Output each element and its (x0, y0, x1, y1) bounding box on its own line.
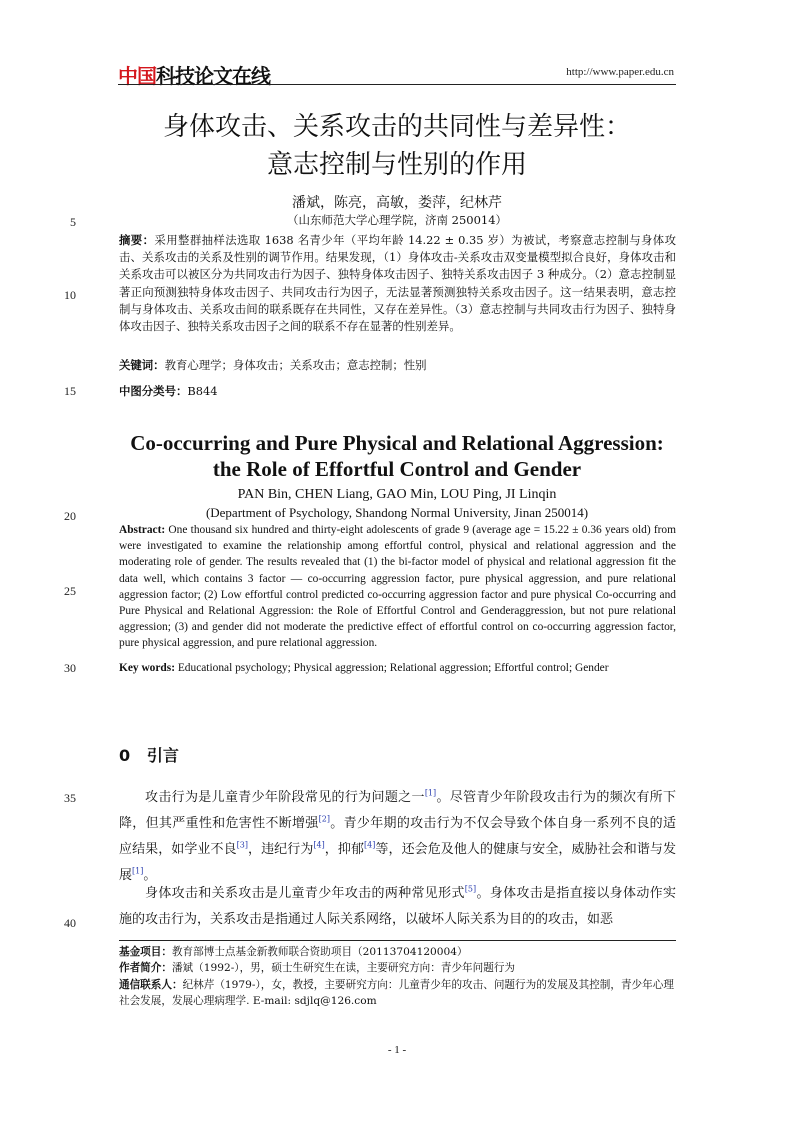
cn-title-line2: 意志控制与性别的作用 (266, 150, 527, 180)
en-title-line1: Co-occurring and Pure Physical and Relational Aggression: (130, 431, 664, 455)
text-run: 。尽管青少年阶段攻击行为的频次有所下降，但其严重性和危害性不断增强 (119, 790, 676, 831)
line-number: 25 (64, 584, 76, 598)
cn-keywords-text: 教育心理学；身体攻击；关系攻击；意志控制；性别 (164, 358, 427, 372)
text-run: 等，还会危及他人的健康与安全，威胁社会和谐与发展 (119, 842, 676, 883)
footnote-fund (119, 944, 676, 960)
cn-authors: 潘斌，陈亮，高敏，娄萍，纪林芹 (292, 195, 502, 211)
cn-abstract-label: 摘要： (119, 233, 155, 247)
en-abstract-text: One thousand six hundred and thirty-eight adolescents of grade 9 (average age = 15.22 ± 0.36 years old) from were investigated to examine the relationship among effortful control, physical and relational aggression and the moderating role of gender. The results revealed that (1) the bi-factor model of physical and relational aggression fit the data well, which contains 3 factor — co-occurring aggression factor, pure physical aggression, and pure relational aggression factor; (2) Low effortful control predicted co-occurring aggression factor and pure physical Co-occurring and Pure Physical and Relational Aggression: the Role of Effortful Control and Genderaggression, but not pure relational aggression; (3) and gender did not moderate the predictive effect of effortful control on co-occurring aggression factor, pure physical aggression, and pure relational aggression. (119, 524, 676, 650)
cn-affiliation: （山东师范大学心理学院，济南 250014） (286, 213, 508, 227)
en-title-line2: the Role of Effortful Control and Gender (212, 457, 582, 481)
footnote-text: 纪林芹（1979-），女，教授，主要研究方向：儿童青少年的攻击、问题行为的发展及其控制，青少年心理社会发展，发展心理病理学. E-mail: sdjlq@126.com (119, 978, 674, 1008)
line-number: 15 (64, 384, 76, 398)
section-title: 引言 (146, 746, 179, 765)
header-url[interactable]: http://www.paper.edu.cn (566, 66, 674, 78)
cn-abstract-text: 采用整群抽样法选取 1638 名青少年（平均年龄 14.22 ± 0.35 岁）为被试，考察意志控制与身体攻击、关系攻击的关系及性别的调节作用。结果发现，（1）身体攻击-关系攻击双变量模型拟合良好，身体攻击和关系攻击可以被区分为共同攻击行为因子、独特身体攻击因子、独特关系攻击因子 3 种成分。（2）意志控制显著正向预测独特身体攻击因子、共同攻击行为因子，无法显著预测独特关系攻击因子。这一结果表明，意志控制与身体攻击、关系攻击间的联系既存在共同性，又存在差异性。（3）意志控制与共同攻击行为因子、独特身体攻击因子、独特关系攻击因子之间的联系不存在显著的性别差异。 (119, 233, 676, 334)
footnote-contact (119, 977, 676, 1010)
header-rule (118, 84, 676, 85)
footnote-label: 通信联系人： (119, 978, 183, 991)
cn-abstract (119, 232, 676, 335)
line-number: 20 (64, 509, 76, 523)
intro-paragraph-1 (119, 785, 676, 889)
text-run: 。青少年期的攻击行为不仅会导致个体自身一系列不良的适应结果，如学业不良 (119, 816, 676, 857)
logo-black-text: 科技论文在线 (156, 64, 270, 88)
line-number: 35 (64, 791, 76, 805)
footnote-label: 作者简介： (119, 962, 172, 975)
text-run: 。身体攻击是指直接以身体动作实施的攻击行为，关系攻击是指通过人际关系网络，以破坏人际关系为目的的攻击，如恶 (119, 886, 676, 927)
text-run: ，违纪行为 (247, 842, 314, 857)
footnote-author (119, 960, 676, 976)
footnote-label: 基金项目： (119, 946, 172, 958)
text-run: 。 (143, 868, 157, 883)
logo-red-text: 中国 (118, 64, 156, 88)
citation-ref[interactable]: [2] (318, 814, 330, 824)
cn-title-line1: 身体攻击、关系攻击的共同性与差异性： (162, 112, 631, 142)
cn-keywords (119, 357, 676, 374)
footnote-text: 教育部博士点基金新教师联合资助项目（20113704120004） (171, 946, 468, 958)
citation-ref[interactable]: [5] (464, 884, 477, 894)
en-abstract (119, 522, 676, 652)
page-number: - 1 - (387, 1044, 407, 1056)
citation-ref[interactable]: [1] (424, 788, 437, 798)
text-run: 身体攻击和关系攻击是儿童青少年攻击的两种常见形式 (145, 886, 465, 901)
section-heading (119, 743, 179, 766)
en-keywords-label: Key words: (119, 662, 175, 674)
text-run: ，抑郁 (324, 842, 365, 857)
footnote-text: 潘斌（1992-），男，硕士生研究生在读，主要研究方向：青少年问题行为 (171, 962, 516, 975)
citation-ref[interactable]: [4] (364, 840, 376, 850)
en-abstract-label: Abstract: (119, 524, 166, 536)
line-number: 40 (64, 916, 76, 930)
citation-ref[interactable]: [4] (313, 840, 325, 850)
en-keywords (119, 660, 676, 676)
en-keywords-text: Educational psychology; Physical aggression; Relational aggression; Effortful control; Gender (175, 662, 609, 674)
intro-paragraph-2 (119, 881, 676, 933)
line-number: 10 (64, 288, 76, 302)
citation-ref[interactable]: [1] (132, 866, 144, 876)
footnotes (119, 944, 676, 1010)
en-affiliation: (Department of Psychology, Shandong Normal University, Jinan 250014) (205, 505, 589, 520)
line-number: 5 (70, 215, 76, 229)
section-number: 0 (119, 746, 131, 765)
text-run: 攻击行为是儿童青少年阶段常见的行为问题之一 (145, 790, 425, 805)
citation-ref[interactable]: [3] (236, 840, 248, 850)
cn-keywords-label: 关键词： (119, 358, 165, 372)
line-number: 30 (64, 661, 76, 675)
en-authors: PAN Bin, CHEN Liang, GAO Min, LOU Ping, JI Linqin (237, 487, 557, 502)
footnote-rule (119, 940, 676, 941)
cn-classification (119, 383, 676, 400)
cn-classification-text: B844 (187, 384, 218, 398)
cn-classification-label: 中图分类号： (119, 384, 188, 398)
